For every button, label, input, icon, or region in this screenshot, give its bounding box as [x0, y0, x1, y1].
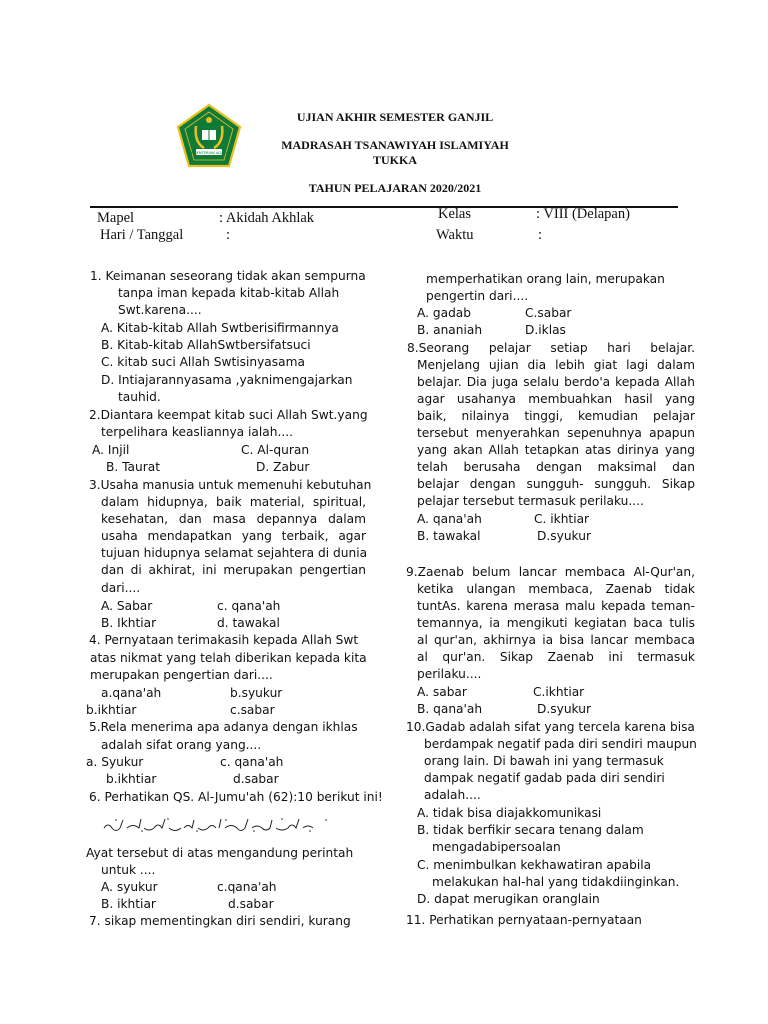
question-1-line: tanpa iman kepada kitab-kitab Allah: [118, 286, 340, 300]
q7-option-a: A. gadab: [417, 306, 472, 320]
kelas-value: : VIII (Delapan): [536, 206, 630, 222]
q3-option-a: A. Sabar: [101, 599, 153, 613]
question-8-line: telah berusaha dengan maksimal dan: [417, 460, 695, 474]
quran-verse-image: [102, 816, 334, 834]
question-10-line: adalah....: [424, 788, 481, 802]
question-7: 7. sikap mementingkan diri sendiri, kurang: [89, 914, 351, 928]
question-3-line: usaha mendapatkan yang terbaik, agar: [101, 529, 366, 543]
question-3-line: dan di akhirat, ini merupakan pengertian: [101, 563, 366, 577]
question-3-line: dari....: [101, 581, 141, 595]
logo-caption: KEMENTERIAN AGAMA: [188, 150, 230, 155]
q3-option-b: B. Ikhtiar: [101, 616, 157, 630]
question-4-line: merupakan pengertian dari....: [90, 668, 273, 682]
question-9-line: ketika ulangan membaca, Zaenab tidak: [417, 582, 695, 596]
q9-option-d: D.syukur: [537, 702, 591, 716]
q5-option-a: a. Syukur: [86, 755, 144, 769]
question-3: 3.Usaha manusia untuk memenuhi kebutuhan: [89, 478, 372, 492]
q8-option-c: C. ikhtiar: [534, 512, 590, 526]
question-6: 6. Perhatikan QS. Al-Jumu'ah (62):10 berikut ini!: [89, 790, 383, 804]
question-11: 11. Perhatikan pernyataan-pernyataan: [406, 913, 642, 927]
q10-option-b-line: mengadabipersoalan: [432, 840, 561, 854]
question-1-line: Swt.karena....: [118, 303, 202, 317]
question-9-line: temannya, ia mengikuti kegiatan baca tulis: [417, 616, 695, 630]
q7-option-b: B. ananiah: [417, 323, 483, 337]
q10-option-d: D. dapat merugikan oranglain: [417, 892, 600, 906]
q1-option-a: A. Kitab-kitab Allah Swtberisifirmannya: [101, 321, 339, 335]
school-name-line1: MADRASAH TSANAWIYAH ISLAMIYAH: [281, 138, 509, 152]
question-10-line: orang lain. Di bawah ini yang termasuk: [424, 754, 664, 768]
question-1: 1. Keimanan seseorang tidak akan sempurna: [90, 269, 366, 283]
q10-option-b: B. tidak berfikir secara tenang dalam: [417, 823, 644, 837]
question-9-line: perilaku....: [417, 667, 482, 681]
waktu-label: Waktu: [436, 227, 474, 243]
q2-option-b: B. Taurat: [106, 460, 160, 474]
q5-option-c: c. qana'ah: [220, 755, 284, 769]
q3-option-c: c. qana'ah: [217, 599, 281, 613]
question-9-line: al qur'an. Sikap Zaenab ini termasuk: [417, 650, 695, 664]
q9-option-b: B. qana'ah: [417, 702, 483, 716]
school-name-line2: TUKKA: [372, 153, 417, 167]
kemenag-logo: [176, 104, 242, 168]
question-9: 9.Zaenab belum lancar membaca Al-Qur'an,: [406, 565, 695, 579]
question-5: 5.Rela menerima apa adanya dengan ikhlas: [89, 720, 358, 734]
q10-option-c-line: melakukan hal-hal yang tidakdiinginkan.: [432, 875, 680, 889]
question-3-line: kesehatan, dan masa depannya dalam: [101, 512, 366, 526]
q5-option-d: d.sabar: [233, 772, 279, 786]
question-5-line: adalah sifat orang yang....: [101, 738, 262, 752]
waktu-value: :: [538, 227, 543, 243]
question-7-line: memperhatikan orang lain, merupakan: [426, 272, 665, 286]
q2-option-d: D. Zabur: [256, 460, 310, 474]
q4-option-d: c.sabar: [230, 703, 275, 717]
question-10: 10.Gadab adalah sifat yang tercela karena bisa: [406, 720, 695, 734]
question-2: 2.Diantara keempat kitab suci Allah Swt.yang: [89, 408, 368, 422]
q8-option-a: A. qana'ah: [417, 512, 482, 526]
q1-option-b: B. Kitab-kitab AllahSwtbersifatsuci: [101, 338, 311, 352]
q6-option-b: B. ikhtiar: [101, 897, 156, 911]
exam-title: UJIAN AKHIR SEMESTER GANJIL: [296, 110, 494, 124]
q2-option-a: A. Injil: [92, 443, 130, 457]
q4-option-a: a.qana'ah: [101, 686, 162, 700]
q6-option-d: d.sabar: [228, 897, 274, 911]
question-10-line: dampak negatif gadab pada diri sendiri: [424, 771, 665, 785]
q10-option-a: A. tidak bisa diajakkomunikasi: [417, 806, 602, 820]
q9-option-a: A. sabar: [417, 685, 467, 699]
hari-value: :: [226, 227, 231, 243]
question-10-line: berdampak negatif pada diri sendiri maupun: [424, 737, 697, 751]
hari-label: Hari / Tanggal: [100, 227, 184, 243]
q7-option-c: C.sabar: [525, 306, 572, 320]
question-8-line: baik, nilainya tinggi, kemudian pelajar: [417, 409, 695, 423]
academic-year: TAHUN PELAJARAN 2020/2021: [308, 181, 482, 195]
q10-option-c: C. menimbulkan kekhawatiran apabila: [417, 858, 652, 872]
question-3-line: dalam hidupnya, baik material, spiritual,: [101, 495, 366, 509]
question-4-line: atas nikmat yang telah diberikan kepada kita: [90, 651, 367, 665]
question-8-line: belajar dengan sungguh- sungguh. Sikap: [417, 477, 695, 491]
question-8-line: tersebut menyerahkan sepenuhnya apapun: [417, 426, 695, 440]
q4-option-b: b.syukur: [230, 686, 283, 700]
question-4: 4. Pernyataan terimakasih kepada Allah Swt: [89, 633, 359, 647]
q5-option-b: b.ikhtiar: [106, 772, 157, 786]
question-8-line: agar usahanya membuahkan hasil yang: [417, 392, 695, 406]
q1-option-c: C. kitab suci Allah Swtisinyasama: [101, 355, 305, 369]
mapel-label: Mapel: [97, 210, 135, 226]
q8-option-b: B. tawakal: [417, 529, 481, 543]
q4-option-c: b.ikhtiar: [86, 703, 137, 717]
question-8-line: yang akan Allah tetapkan atas dirinya yang: [417, 443, 695, 457]
q9-option-c: C.ikhtiar: [533, 685, 585, 699]
question-8: 8.Seorang pelajar setiap hari belajar.: [407, 341, 695, 355]
q7-option-d: D.iklas: [525, 323, 566, 337]
q1-option-d: D. Intiajarannyasama ,yaknimengajarkan: [101, 373, 353, 387]
question-6-line: untuk ....: [101, 863, 156, 877]
q1-option-d-line: tauhid.: [118, 390, 161, 404]
question-8-line: pelajar tersebut termasuk perilaku....: [417, 494, 644, 508]
question-2-line: terpelihara keasliannya ialah....: [101, 425, 293, 439]
q2-option-c: C. Al-quran: [241, 443, 310, 457]
q6-option-a: A. syukur: [101, 880, 158, 894]
question-8-line: Menjelang ujian dia lebih giat lagi dalam: [417, 358, 695, 372]
question-6-line: Ayat tersebut di atas mengandung perintah: [86, 846, 354, 860]
kelas-label: Kelas: [438, 206, 472, 222]
question-9-line: al qur'an, akhirnya ia bisa lancar membaca: [417, 633, 695, 647]
question-7-line: pengertin dari....: [426, 289, 529, 303]
q6-option-c: c.qana'ah: [217, 880, 277, 894]
q8-option-d: D.syukur: [537, 529, 591, 543]
question-3-line: tujuan hidupnya selamat sejahtera di dunia: [101, 546, 368, 560]
question-8-line: belajar. Dia juga selalu berdo'a kepada Allah: [417, 375, 695, 389]
q3-option-d: d. tawakal: [217, 616, 280, 630]
mapel-value: : Akidah Akhlak: [219, 210, 315, 226]
question-9-line: tuntAs. karena merasa malu kepada teman-: [417, 599, 695, 613]
